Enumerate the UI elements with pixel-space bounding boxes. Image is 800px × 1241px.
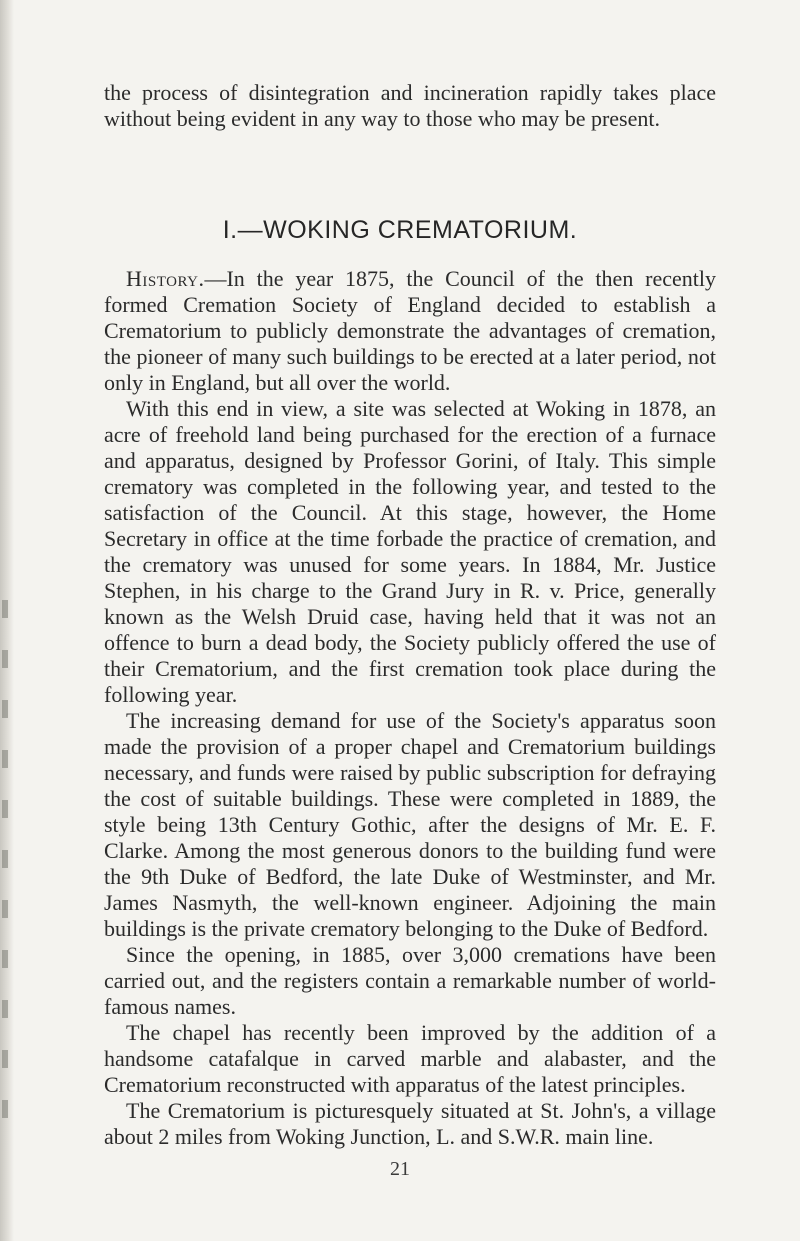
paragraph-6: The Crematorium is picturesquely situated at St. John's, a village about 2 miles from Woking Junction, L. and S.W.R. main line. (104, 1098, 716, 1149)
section-heading: I.—WOKING CREMATORIUM. (222, 216, 578, 244)
spine-binding-marks (0, 600, 12, 1230)
history-paragraph (104, 266, 716, 396)
section-body (104, 266, 716, 1150)
history-label: History. (126, 266, 205, 291)
opening-paragraph: the process of disintegration and incineration rapidly takes place without being evident in any way to those who may be present. (104, 80, 716, 131)
paragraph-5: The chapel has recently been improved by the addition of a handsome catafalque in carved marble and alabaster, and the Crematorium reconstructed with apparatus of the latest principles. (104, 1020, 716, 1097)
paragraph-2: With this end in view, a site was selected at Woking in 1878, an acre of freehold land being purchased for the erection of a furnace and apparatus, designed by Professor Gorini, of Italy. This simple crematory was completed in the following year, and tested to the satisfaction of the Council. At this stage, however, the Home Secretary in office at the time forbade the practice of cremation, and the crematory was unused for some years. In 1884, Mr. Justice Stephen, in his charge to the Grand Jury in R. v. Price, generally known as the Welsh Druid case, having held that it was not an offence to burn a dead body, the Society publicly offered the use of their Crematorium, and the first cremation took place during the following year. (104, 396, 716, 707)
opening-paragraph-block (104, 80, 716, 131)
page-number: 21 (390, 1158, 410, 1180)
paragraph-3: The increasing demand for use of the Society's apparatus soon made the provision of a proper chapel and Crematorium buildings necessary, and funds were raised by public subscription for defraying the cost of suitable buildings. These were completed in 1889, the style being 13th Century Gothic, after the designs of Mr. E. F. Clarke. Among the most generous donors to the building fund were the 9th Duke of Bedford, the late Duke of Westminster, and Mr. James Nasmyth, the well-known engineer. Adjoining the main buildings is the private crematory belonging to the Duke of Bedford. (104, 708, 716, 941)
paragraph-1: —In the year 1875, the Council of the then recently formed Cremation Society of England decided to establish a Crematorium to publicly demonstrate the advantages of cremation, the pioneer of many such buildings to be erected at a later period, not only in England, but all over the world. (104, 266, 716, 395)
paragraph-4: Since the opening, in 1885, over 3,000 cremations have been carried out, and the registers contain a remarkable number of world-famous names. (104, 942, 716, 1019)
